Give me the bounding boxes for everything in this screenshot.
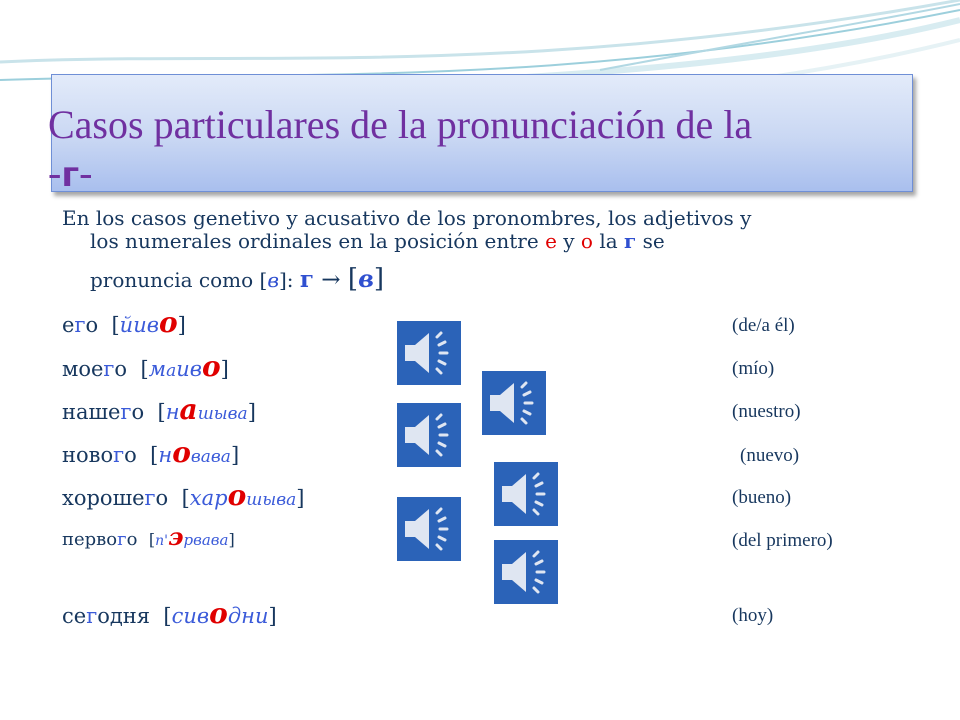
transcription: сиводни: [171, 597, 269, 630]
word-row: моего [маиво]: [62, 350, 229, 383]
title-prefix: -: [48, 150, 62, 195]
intro-line-2: los numerales ordinales en la posición entre e y o la г se: [90, 229, 665, 253]
translation: (de/a él): [732, 315, 795, 336]
russian-word: нашего: [62, 400, 145, 424]
slide-title: [48, 101, 898, 199]
russian-word: первого: [62, 529, 138, 550]
word-row: нашего [нашыва]: [62, 393, 256, 426]
speaker-icon[interactable]: [397, 497, 461, 561]
title-suffix: -: [79, 150, 93, 195]
russian-word: сегодня: [62, 604, 151, 628]
speaker-icon[interactable]: [494, 540, 558, 604]
russian-word: его: [62, 313, 99, 337]
transcription: п'эрвава: [155, 522, 229, 551]
translation: (hoy): [732, 605, 774, 626]
russian-word: нового: [62, 443, 137, 467]
russian-word: моего: [62, 357, 128, 381]
translation: (nuevo): [740, 445, 800, 466]
translation: (mío): [732, 358, 775, 379]
speaker-icon[interactable]: [397, 321, 461, 385]
title-text: Casos particulares de la pronunciación de la: [48, 102, 753, 147]
word-row: хорошего [харошыва]: [62, 479, 305, 512]
transcription: нашыва: [165, 393, 248, 426]
transcription: харошыва: [189, 479, 297, 512]
word-row: нового [новава]: [62, 436, 240, 469]
intro-line-1: En los casos genetivo y acusativo de los pronombres, los adjetivos y: [62, 206, 752, 230]
word-row: первого [п'эрвава]: [62, 522, 235, 551]
transcription: маиво: [148, 350, 221, 383]
translation: (nuestro): [732, 401, 801, 422]
title-letter: г: [61, 155, 80, 195]
intro-line-3: pronuncia como [в]: г → [в]: [90, 264, 384, 294]
translation: (del primero): [732, 530, 833, 551]
speaker-icon[interactable]: [494, 462, 558, 526]
translation: (bueno): [732, 487, 792, 508]
russian-word: хорошего: [62, 486, 169, 510]
word-row: сегодня [сиводни]: [62, 597, 277, 630]
speaker-icon[interactable]: [482, 371, 546, 435]
word-row: его [йиво]: [62, 306, 186, 339]
transcription: йиво: [119, 306, 178, 339]
transcription: новава: [158, 436, 231, 469]
speaker-icon[interactable]: [397, 403, 461, 467]
